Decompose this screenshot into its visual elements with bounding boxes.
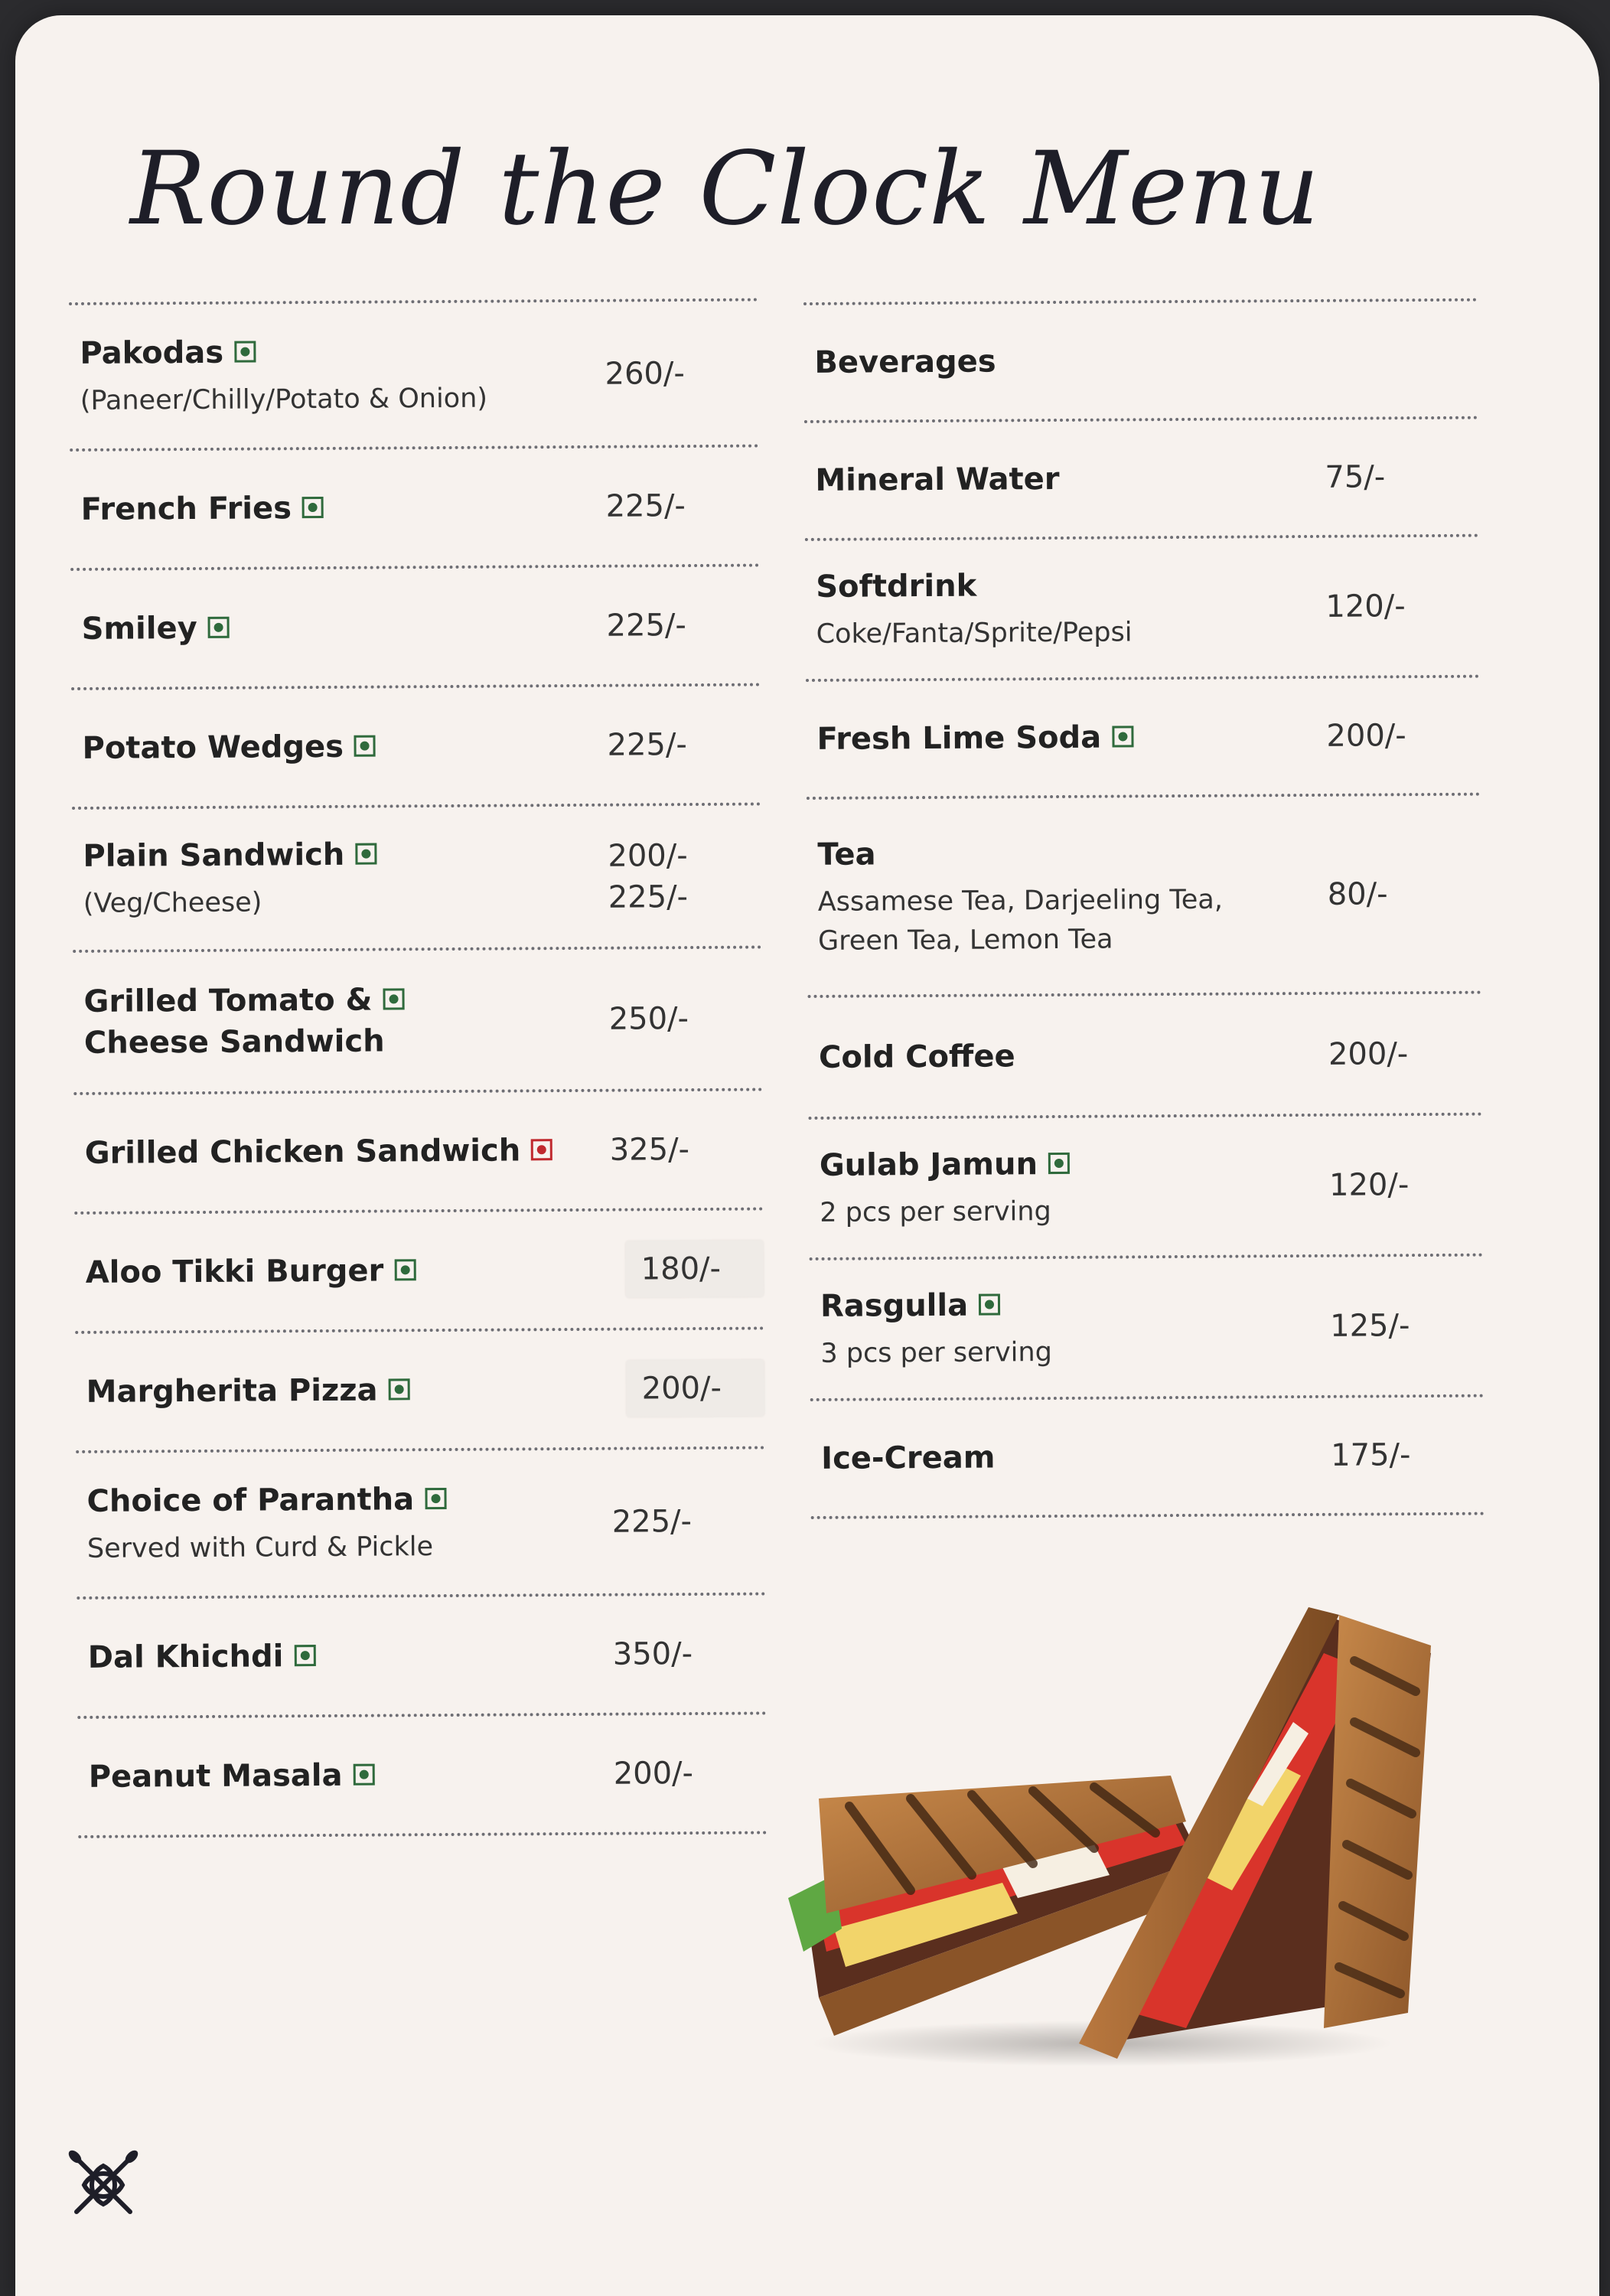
- grilled-sandwich-image: [773, 1569, 1431, 2074]
- item-name: Pakodas: [80, 334, 224, 372]
- menu-item-smiley: [70, 566, 760, 687]
- item-name: Rasgulla: [820, 1287, 969, 1324]
- item-name-line2: Cheese Sandwich: [83, 1023, 385, 1061]
- item-name: French Fries: [80, 491, 292, 527]
- menu-item-mineral-water: [804, 419, 1478, 538]
- item-name: Plain Sandwich: [83, 837, 345, 875]
- beverages-heading-row: [803, 302, 1478, 420]
- veg-symbol-icon: [979, 1293, 1000, 1315]
- item-price: 225/-: [606, 608, 686, 644]
- menu-item-choice-of-parantha: [76, 1449, 765, 1596]
- item-price: 225/-: [605, 488, 686, 524]
- veg-symbol-icon: [383, 988, 404, 1009]
- veg-symbol-icon: [1112, 726, 1133, 747]
- item-price: 75/-: [1325, 459, 1386, 495]
- item-name: Peanut Masala: [88, 1757, 343, 1795]
- item-description: (Veg/Cheese): [83, 887, 262, 920]
- item-price: 260/-: [605, 355, 685, 392]
- veg-symbol-icon: [394, 1259, 416, 1280]
- menu-item-pakodas: [69, 302, 758, 448]
- item-description: Coke/Fanta/Sprite/Pepsi: [816, 617, 1133, 650]
- item-price: 225/-: [611, 1503, 693, 1540]
- item-name: Cold Coffee: [818, 1038, 1015, 1075]
- veg-symbol-icon: [425, 1488, 446, 1509]
- item-description-line1: Assamese Tea, Darjeeling Tea,: [817, 884, 1224, 918]
- veg-symbol-icon: [1048, 1153, 1070, 1174]
- item-price: 225/-: [607, 727, 687, 763]
- item-name: Dal Khichdi: [87, 1639, 284, 1675]
- item-name: Margherita Pizza: [86, 1372, 378, 1410]
- item-price: 180/-: [626, 1240, 764, 1297]
- menu-item-margherita-pizza: [75, 1329, 764, 1450]
- snacks-column: [69, 298, 767, 1838]
- item-price: 200/-: [1326, 718, 1406, 754]
- item-price: 175/-: [1331, 1437, 1411, 1473]
- item-description: 2 pcs per serving: [820, 1195, 1051, 1228]
- menu-item-tea: [807, 796, 1481, 995]
- menu-item-grilled-chicken-sandwich: [73, 1091, 763, 1211]
- item-name: Fresh Lime Soda: [816, 719, 1102, 757]
- item-price: 120/-: [1325, 589, 1406, 625]
- menu-page: [15, 15, 1599, 2296]
- non-veg-symbol-icon: [531, 1139, 552, 1160]
- item-name: Softdrink: [816, 568, 977, 605]
- menu-item-rasgulla: [810, 1257, 1484, 1398]
- item-name: Mineral Water: [815, 461, 1060, 498]
- menu-item-cold-coffee: [808, 994, 1482, 1117]
- item-price: 200/-: [613, 1756, 694, 1792]
- item-name: Choice of Parantha: [86, 1482, 415, 1520]
- menu-item-grilled-tomato-cheese-sandwich: [73, 948, 762, 1091]
- item-price: 200/-: [1328, 1035, 1409, 1072]
- menu-item-peanut-masala: [77, 1714, 767, 1835]
- menu-item-aloo-tikki-burger: [74, 1210, 764, 1330]
- veg-symbol-icon: [234, 341, 256, 363]
- item-price: 80/-: [1327, 876, 1388, 912]
- item-name: Smiley: [81, 610, 197, 647]
- cutlery-knot-icon: [61, 2143, 145, 2227]
- beverages-column: [803, 298, 1485, 1519]
- item-price: 120/-: [1328, 1167, 1410, 1203]
- item-price: 250/-: [608, 1001, 689, 1037]
- menu-item-dal-khichdi: [77, 1595, 766, 1715]
- item-price: 125/-: [1330, 1308, 1410, 1344]
- menu-item-plain-sandwich: [72, 805, 761, 949]
- item-name: Grilled Chicken Sandwich: [84, 1133, 521, 1171]
- veg-symbol-icon: [353, 1764, 374, 1786]
- menu-item-ice-cream: [810, 1397, 1485, 1516]
- item-name: Gulab Jamun: [819, 1146, 1038, 1183]
- item-price: 350/-: [612, 1636, 693, 1672]
- item-name: Aloo Tikki Burger: [85, 1253, 384, 1290]
- item-name: Potato Wedges: [82, 729, 344, 766]
- veg-symbol-icon: [388, 1378, 409, 1400]
- item-name-line1: Grilled Tomato &: [83, 982, 373, 1019]
- veg-symbol-icon: [208, 617, 230, 638]
- item-description: (Paneer/Chilly/Potato & Onion): [80, 383, 488, 417]
- veg-symbol-icon: [354, 735, 376, 757]
- menu-item-potato-wedges: [71, 686, 761, 806]
- menu-item-french-fries: [70, 447, 759, 567]
- item-price: 200/-: [626, 1359, 764, 1417]
- item-description: 3 pcs per serving: [820, 1336, 1052, 1369]
- veg-symbol-icon: [302, 497, 324, 518]
- item-price-alt: 225/-: [608, 879, 689, 915]
- item-price: 325/-: [609, 1132, 690, 1168]
- veg-symbol-icon: [355, 843, 376, 865]
- section-heading: Beverages: [814, 344, 996, 380]
- menu-item-softdrink: [805, 537, 1479, 679]
- menu-item-fresh-lime-soda: [806, 678, 1480, 797]
- page-title: Round the Clock Menu: [130, 130, 1321, 248]
- item-price: 200/-: [608, 837, 688, 874]
- item-description-line2: Green Tea, Lemon Tea: [817, 924, 1113, 957]
- menu-item-gulab-jamun: [809, 1116, 1483, 1257]
- veg-symbol-icon: [294, 1645, 315, 1666]
- item-name: Tea: [817, 837, 876, 872]
- item-description: Served with Curd & Pickle: [86, 1531, 434, 1565]
- item-name: Ice-Cream: [821, 1440, 996, 1476]
